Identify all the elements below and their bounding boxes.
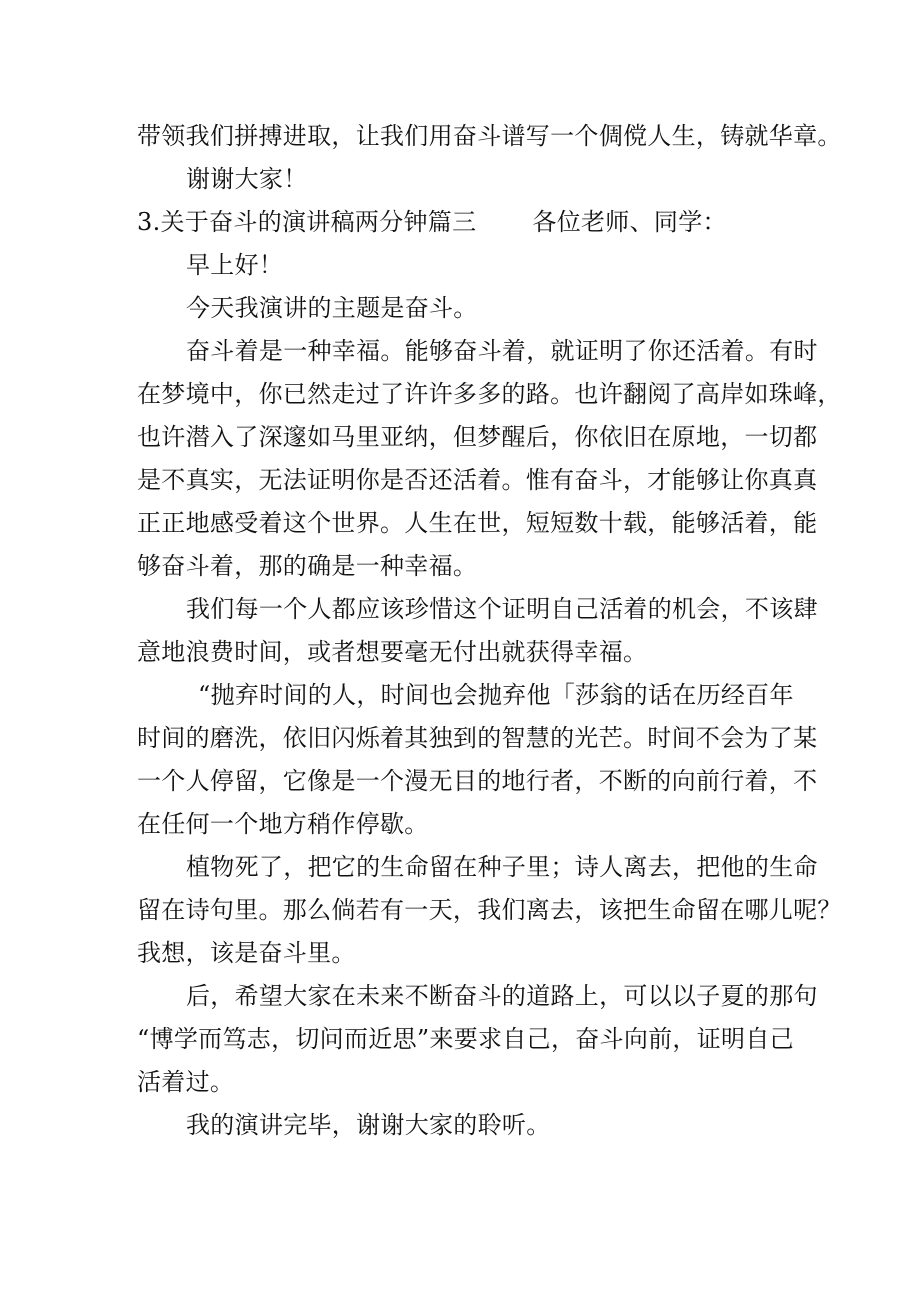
heading-salutation: 各位老师、同学： (532, 208, 727, 236)
paragraph-line: 也许潜入了深邃如马里亚纳，但梦醒后，你依旧在原地，一切都 (137, 423, 818, 451)
paragraph-line: 在任何一个地方稍作停歇。 (137, 810, 429, 838)
paragraph-line: 早上好！ (186, 251, 284, 279)
section-heading (137, 205, 787, 239)
paragraph-line: 我们每一个人都应该珍惜这个证明自己活着的机会，不该肆 (186, 595, 818, 623)
paragraph-line: 够奋斗着，那的确是一种幸福。 (137, 552, 478, 580)
paragraph-line: 奋斗着是一种幸福。能够奋斗着，就证明了你还活着。有时 (186, 337, 818, 365)
paragraph-line: 我想，该是奋斗里。 (137, 939, 356, 967)
paragraph-line: 活着过。 (137, 1068, 235, 1096)
paragraph-line: 植物死了，把它的生命留在种子里；诗人离去，把他的生命 (186, 853, 818, 881)
paragraph-line: 留在诗句里。那么倘若有一天，我们离去，该把生命留在哪儿呢？ (137, 896, 842, 924)
paragraph-line: 一个人停留，它像是一个漫无目的地行者，不断的向前行着，不 (137, 767, 818, 795)
paragraph-line: 正正地感受着这个世界。人生在世，短短数十载，能够活着，能 (137, 509, 818, 537)
heading-title: .关于奋斗的演讲稿两分钟篇三 (152, 208, 477, 236)
paragraph-line: 我的演讲完毕，谢谢大家的聆听。 (186, 1111, 551, 1139)
paragraph-line: 在梦境中，你已然走过了许许多多的路。也许翻阅了高岸如珠峰， (137, 380, 842, 408)
heading-number: 3 (137, 208, 153, 236)
paragraph-line: 今天我演讲的主题是奋斗。 (186, 294, 478, 322)
paragraph-line: 是不真实，无法证明你是否还活着。惟有奋斗，才能够让你真真 (137, 466, 818, 494)
paragraph-line: “博学而笃志，切问而近思”来要求自己，奋斗向前，证明自己 (137, 1025, 794, 1053)
paragraph-line: “抛弃时间的人，时间也会抛弃他「莎翁的话在历经百年 (198, 681, 794, 709)
paragraph-line: 带领我们拼搏进取，让我们用奋斗谱写一个倜傥人生，铸就华章。 (137, 122, 842, 150)
paragraph-line: 时间的磨洗，依旧闪烁着其独到的智慧的光芒。时间不会为了某 (137, 724, 818, 752)
paragraph-line: 后，希望大家在未来不断奋斗的道路上，可以以子夏的那句 (186, 982, 818, 1010)
paragraph-line: 谢谢大家！ (186, 165, 308, 193)
paragraph-line: 意地浪费时间，或者想要毫无付出就获得幸福。 (137, 638, 648, 666)
